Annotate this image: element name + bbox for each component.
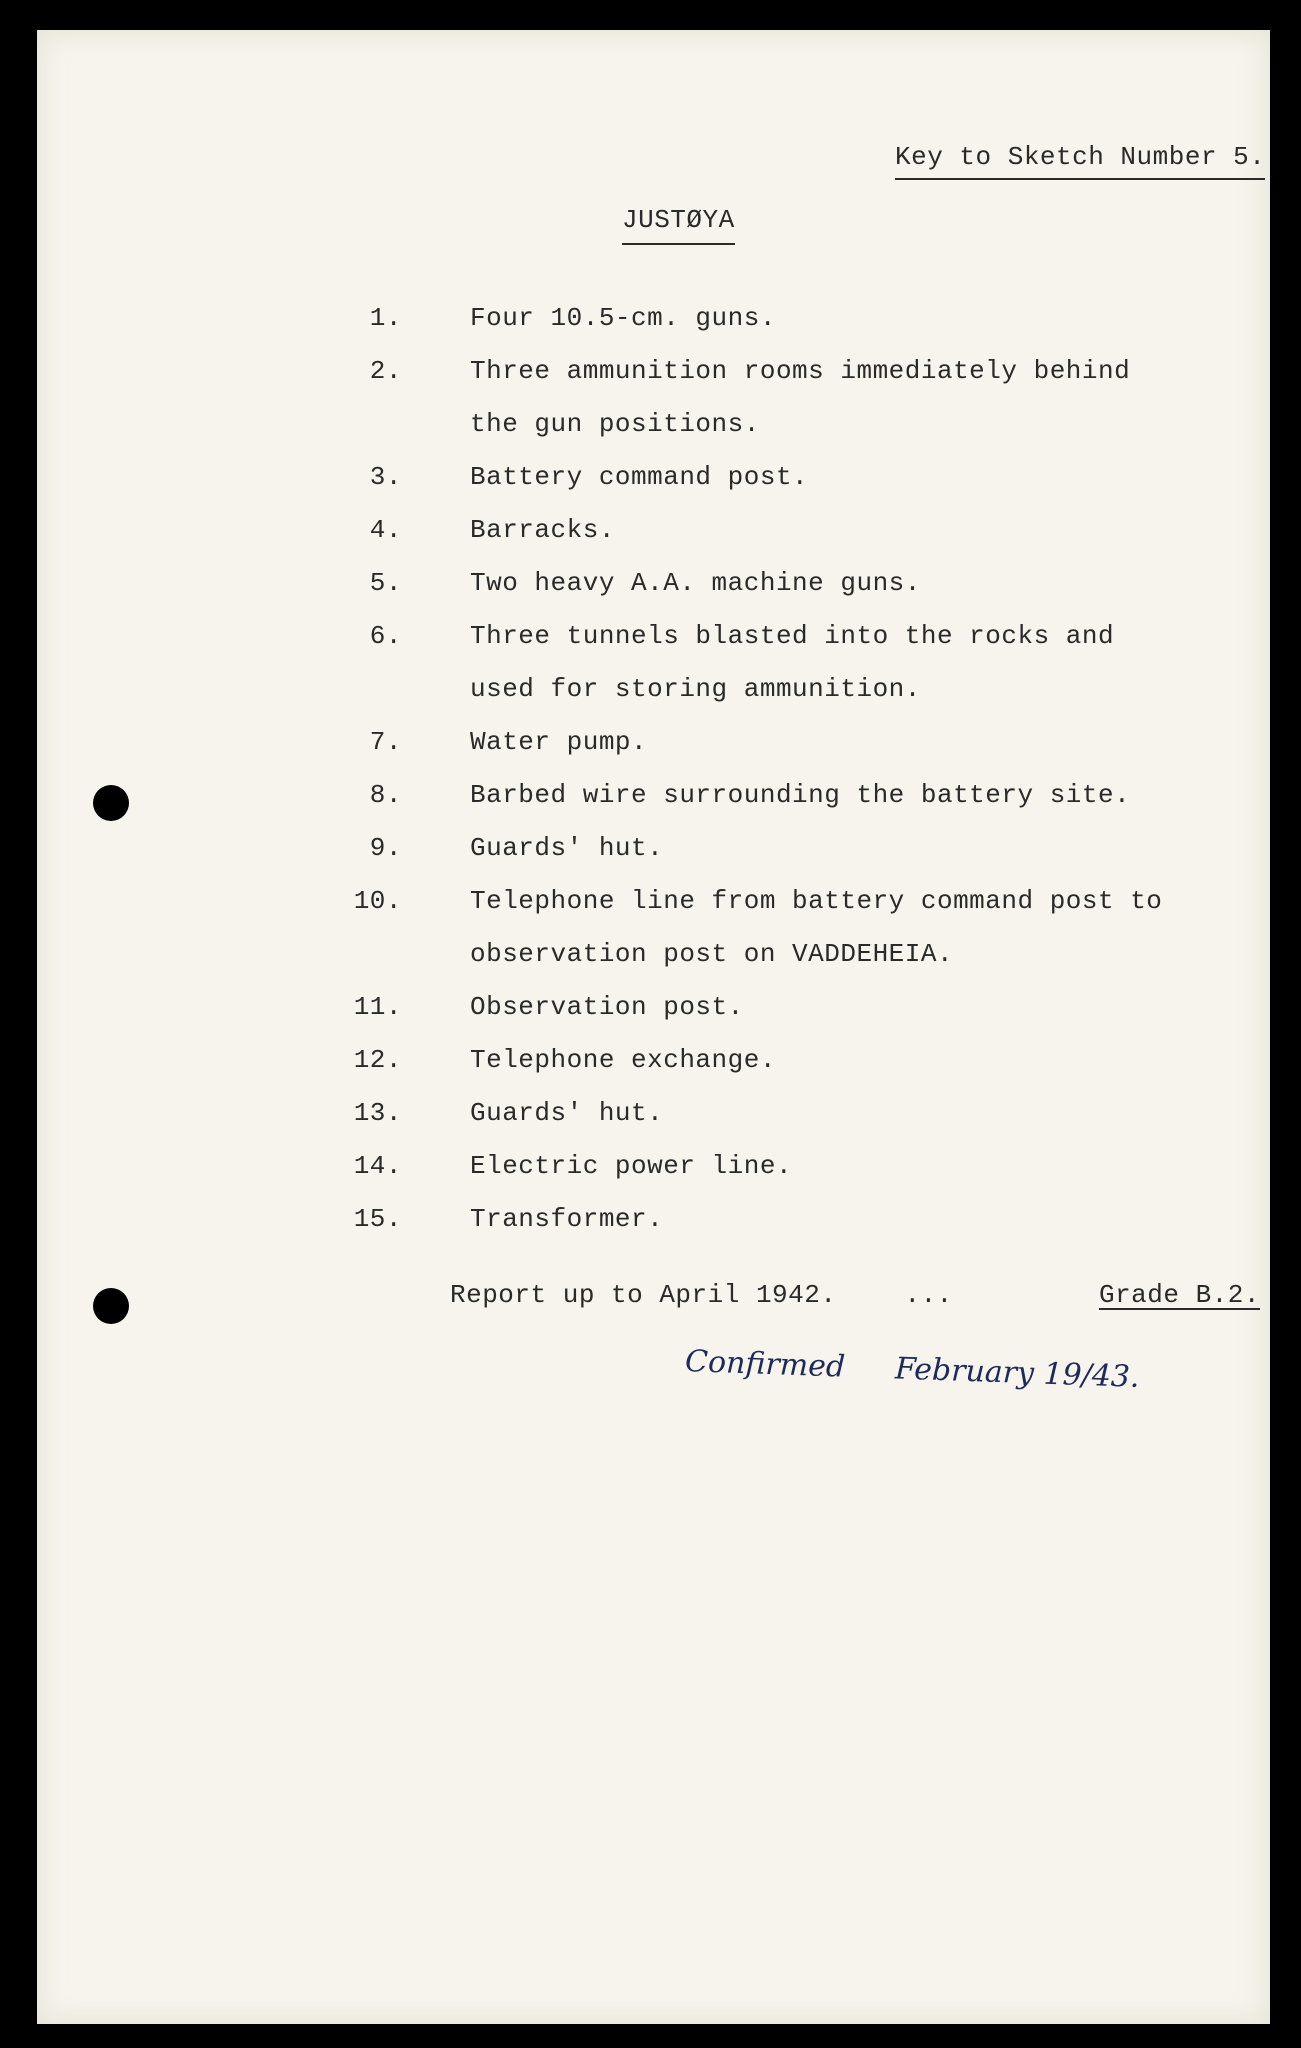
item-number: 4. bbox=[369, 515, 402, 545]
item-number: 14. bbox=[353, 1151, 402, 1181]
list-item bbox=[327, 451, 1187, 504]
item-number: 6. bbox=[369, 621, 402, 651]
document-page bbox=[37, 30, 1270, 2024]
item-number: 13. bbox=[353, 1098, 402, 1128]
item-text: Telephone line from battery command post to observation post on VADDEHEIA. bbox=[470, 886, 1163, 969]
item-text: Four 10.5-cm. guns. bbox=[470, 303, 776, 333]
item-number: 2. bbox=[369, 356, 402, 386]
list-item bbox=[327, 769, 1187, 822]
item-number: 10. bbox=[353, 886, 402, 916]
list-item bbox=[327, 292, 1187, 345]
item-text: Electric power line. bbox=[470, 1151, 793, 1181]
list-item bbox=[327, 822, 1187, 875]
list-item bbox=[327, 557, 1187, 610]
list-item bbox=[327, 1034, 1187, 1087]
item-number: 12. bbox=[353, 1045, 402, 1075]
report-date: Report up to April 1942. bbox=[450, 1280, 837, 1310]
item-text: Two heavy A.A. machine guns. bbox=[470, 568, 921, 598]
handwritten-confirmation bbox=[685, 1344, 1141, 1395]
report-footer bbox=[450, 1280, 1260, 1310]
list-item bbox=[327, 1140, 1187, 1193]
footer-dots: ... bbox=[904, 1280, 953, 1310]
item-list bbox=[327, 292, 1187, 1246]
confirmed-date: February 19/43. bbox=[894, 1351, 1141, 1395]
item-text: Observation post. bbox=[470, 992, 744, 1022]
item-text: Telephone exchange. bbox=[470, 1045, 776, 1075]
item-text: Guards' hut. bbox=[470, 1098, 664, 1128]
item-text: Three ammunition rooms immediately behind the gun positions. bbox=[470, 356, 1131, 439]
list-item bbox=[327, 1193, 1187, 1246]
key-reference: Key to Sketch Number 5. bbox=[895, 142, 1265, 180]
item-text: Guards' hut. bbox=[470, 833, 664, 863]
item-number: 7. bbox=[369, 727, 402, 757]
list-item bbox=[327, 345, 1187, 451]
item-text: Battery command post. bbox=[470, 462, 809, 492]
item-number: 3. bbox=[369, 462, 402, 492]
grade-label: Grade B.2. bbox=[1098, 1280, 1260, 1310]
punch-hole-lower bbox=[93, 1288, 129, 1324]
list-item bbox=[327, 1087, 1187, 1140]
item-text: Barbed wire surrounding the battery site. bbox=[470, 780, 1131, 810]
list-item bbox=[327, 875, 1187, 981]
item-number: 8. bbox=[369, 780, 402, 810]
item-text: Water pump. bbox=[470, 727, 648, 757]
item-number: 9. bbox=[369, 833, 402, 863]
list-item bbox=[327, 716, 1187, 769]
punch-hole-upper bbox=[93, 785, 129, 821]
list-item bbox=[327, 610, 1187, 716]
item-text: Barracks. bbox=[470, 515, 615, 545]
item-text: Transformer. bbox=[470, 1204, 664, 1234]
item-number: 1. bbox=[369, 303, 402, 333]
confirmed-word: Confirmed bbox=[684, 1344, 846, 1385]
item-number: 15. bbox=[353, 1204, 402, 1234]
item-number: 5. bbox=[369, 568, 402, 598]
item-text: Three tunnels blasted into the rocks and used for storing ammunition. bbox=[470, 621, 1115, 704]
list-item bbox=[327, 504, 1187, 557]
list-item bbox=[327, 981, 1187, 1034]
page-title: JUSTØYA bbox=[622, 205, 735, 245]
item-number: 11. bbox=[353, 992, 402, 1022]
